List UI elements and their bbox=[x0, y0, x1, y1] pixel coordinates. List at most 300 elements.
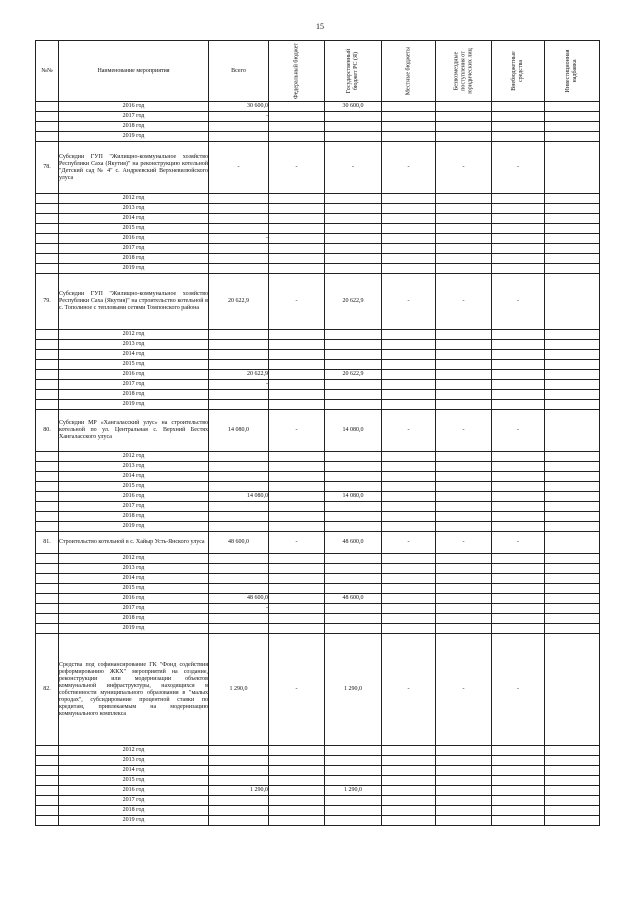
local-cell bbox=[382, 264, 436, 274]
state-cell bbox=[325, 512, 382, 522]
state-cell bbox=[325, 330, 382, 340]
row-num-cell bbox=[36, 390, 59, 400]
federal-cell bbox=[269, 360, 325, 370]
year-row bbox=[36, 574, 600, 584]
local-cell bbox=[382, 132, 436, 142]
state-cell bbox=[325, 234, 382, 244]
total-cell bbox=[209, 254, 269, 264]
year-row bbox=[36, 340, 600, 350]
table-body bbox=[36, 102, 600, 826]
activity-federal: - bbox=[269, 142, 325, 194]
free-cell bbox=[436, 234, 492, 244]
year-label: 2017 год bbox=[59, 380, 209, 390]
activity-row bbox=[36, 410, 600, 452]
row-num-cell bbox=[36, 194, 59, 204]
year-label: 2017 год bbox=[59, 244, 209, 254]
offbudget-cell bbox=[492, 194, 545, 204]
year-row bbox=[36, 234, 600, 244]
year-label: 2012 год bbox=[59, 330, 209, 340]
row-num-cell bbox=[36, 624, 59, 634]
state-cell bbox=[325, 482, 382, 492]
year-row bbox=[36, 390, 600, 400]
year-label: 2016 год bbox=[59, 370, 209, 380]
total-cell bbox=[209, 614, 269, 624]
local-cell bbox=[382, 806, 436, 816]
activity-state: 48 600,0 bbox=[325, 532, 382, 554]
invest-cell bbox=[545, 746, 600, 756]
offbudget-cell bbox=[492, 244, 545, 254]
local-cell bbox=[382, 574, 436, 584]
year-label: 2016 год bbox=[59, 492, 209, 502]
state-cell: 48 600,0 bbox=[325, 594, 382, 604]
state-cell bbox=[325, 766, 382, 776]
federal-cell bbox=[269, 786, 325, 796]
year-row bbox=[36, 204, 600, 214]
free-cell bbox=[436, 224, 492, 234]
row-num-cell bbox=[36, 340, 59, 350]
header-offbudget: Внебюджетные средства bbox=[492, 41, 545, 102]
activity-offbudget: - bbox=[492, 634, 545, 746]
year-row bbox=[36, 224, 600, 234]
invest-cell bbox=[545, 512, 600, 522]
free-cell bbox=[436, 360, 492, 370]
year-row bbox=[36, 594, 600, 604]
local-cell bbox=[382, 584, 436, 594]
local-cell bbox=[382, 462, 436, 472]
state-cell bbox=[325, 816, 382, 826]
row-num-cell bbox=[36, 776, 59, 786]
total-cell bbox=[209, 214, 269, 224]
row-num-cell bbox=[36, 796, 59, 806]
year-row bbox=[36, 254, 600, 264]
year-row bbox=[36, 194, 600, 204]
year-label: 2014 год bbox=[59, 350, 209, 360]
invest-cell bbox=[545, 204, 600, 214]
local-cell bbox=[382, 452, 436, 462]
activity-state: 14 080,0 bbox=[325, 410, 382, 452]
year-label: 2018 год bbox=[59, 614, 209, 624]
year-row bbox=[36, 472, 600, 482]
offbudget-cell bbox=[492, 370, 545, 380]
free-cell bbox=[436, 244, 492, 254]
invest-cell bbox=[545, 370, 600, 380]
federal-cell bbox=[269, 264, 325, 274]
invest-cell bbox=[545, 264, 600, 274]
year-row bbox=[36, 400, 600, 410]
local-cell bbox=[382, 330, 436, 340]
year-label: 2019 год bbox=[59, 522, 209, 532]
offbudget-cell bbox=[492, 604, 545, 614]
year-row bbox=[36, 564, 600, 574]
offbudget-cell bbox=[492, 502, 545, 512]
federal-cell bbox=[269, 624, 325, 634]
offbudget-cell bbox=[492, 624, 545, 634]
total-cell: 48 600,0 bbox=[209, 594, 269, 604]
offbudget-cell bbox=[492, 512, 545, 522]
total-cell bbox=[209, 472, 269, 482]
offbudget-cell bbox=[492, 350, 545, 360]
activity-number: 80. bbox=[36, 410, 59, 452]
offbudget-cell bbox=[492, 400, 545, 410]
invest-cell bbox=[545, 400, 600, 410]
header-local: Местные бюджеты bbox=[382, 41, 436, 102]
federal-cell bbox=[269, 472, 325, 482]
year-row bbox=[36, 350, 600, 360]
invest-cell bbox=[545, 102, 600, 112]
row-num-cell bbox=[36, 492, 59, 502]
total-cell bbox=[209, 512, 269, 522]
local-cell bbox=[382, 522, 436, 532]
header-num: №№ bbox=[36, 41, 59, 102]
total-cell bbox=[209, 224, 269, 234]
header-free: Безвозмездные поступления от юридических лиц bbox=[436, 41, 492, 102]
row-num-cell bbox=[36, 264, 59, 274]
year-label: 2012 год bbox=[59, 554, 209, 564]
row-num-cell bbox=[36, 502, 59, 512]
state-cell bbox=[325, 380, 382, 390]
year-label: 2014 год bbox=[59, 766, 209, 776]
local-cell bbox=[382, 360, 436, 370]
total-cell bbox=[209, 574, 269, 584]
row-num-cell bbox=[36, 330, 59, 340]
offbudget-cell bbox=[492, 584, 545, 594]
free-cell bbox=[436, 766, 492, 776]
row-num-cell bbox=[36, 380, 59, 390]
free-cell bbox=[436, 340, 492, 350]
offbudget-cell bbox=[492, 492, 545, 502]
federal-cell bbox=[269, 614, 325, 624]
federal-cell bbox=[269, 224, 325, 234]
free-cell bbox=[436, 492, 492, 502]
row-num-cell bbox=[36, 816, 59, 826]
activity-description: Субсидии ГУП "Жилищно-коммунальное хозяйство Республики Саха (Якутия)" на строительство котельной в с. Тополиное с тепловыми сетями Томпонского района bbox=[59, 274, 209, 330]
offbudget-cell bbox=[492, 224, 545, 234]
invest-cell bbox=[545, 224, 600, 234]
local-cell bbox=[382, 816, 436, 826]
local-cell bbox=[382, 512, 436, 522]
free-cell bbox=[436, 584, 492, 594]
year-label: 2013 год bbox=[59, 204, 209, 214]
row-num-cell bbox=[36, 452, 59, 462]
local-cell bbox=[382, 766, 436, 776]
offbudget-cell bbox=[492, 462, 545, 472]
free-cell bbox=[436, 112, 492, 122]
year-label: 2016 год bbox=[59, 594, 209, 604]
invest-cell bbox=[545, 604, 600, 614]
local-cell bbox=[382, 194, 436, 204]
offbudget-cell bbox=[492, 330, 545, 340]
federal-cell bbox=[269, 132, 325, 142]
row-num-cell bbox=[36, 786, 59, 796]
activity-free: - bbox=[436, 142, 492, 194]
year-row bbox=[36, 462, 600, 472]
total-cell bbox=[209, 482, 269, 492]
year-row bbox=[36, 806, 600, 816]
free-cell bbox=[436, 746, 492, 756]
activity-offbudget: - bbox=[492, 142, 545, 194]
total-cell bbox=[209, 746, 269, 756]
year-row bbox=[36, 122, 600, 132]
local-cell bbox=[382, 112, 436, 122]
year-label: 2017 год bbox=[59, 796, 209, 806]
free-cell bbox=[436, 776, 492, 786]
row-num-cell bbox=[36, 102, 59, 112]
local-cell bbox=[382, 244, 436, 254]
free-cell bbox=[436, 522, 492, 532]
federal-cell bbox=[269, 254, 325, 264]
free-cell bbox=[436, 564, 492, 574]
activity-offbudget: - bbox=[492, 274, 545, 330]
total-cell bbox=[209, 340, 269, 350]
header-state: Государственный бюджет РС (Я) bbox=[325, 41, 382, 102]
year-row bbox=[36, 330, 600, 340]
total-cell bbox=[209, 564, 269, 574]
offbudget-cell bbox=[492, 390, 545, 400]
invest-cell bbox=[545, 584, 600, 594]
free-cell bbox=[436, 462, 492, 472]
offbudget-cell bbox=[492, 380, 545, 390]
local-cell bbox=[382, 254, 436, 264]
state-cell bbox=[325, 340, 382, 350]
invest-cell bbox=[545, 574, 600, 584]
row-num-cell bbox=[36, 604, 59, 614]
row-num-cell bbox=[36, 462, 59, 472]
local-cell bbox=[382, 350, 436, 360]
invest-cell bbox=[545, 806, 600, 816]
activity-number: 82. bbox=[36, 634, 59, 746]
state-cell bbox=[325, 390, 382, 400]
total-cell: 20 622,9 bbox=[209, 370, 269, 380]
invest-cell bbox=[545, 452, 600, 462]
activity-row bbox=[36, 274, 600, 330]
total-cell bbox=[209, 360, 269, 370]
federal-cell bbox=[269, 102, 325, 112]
activity-local: - bbox=[382, 142, 436, 194]
federal-cell bbox=[269, 746, 325, 756]
local-cell bbox=[382, 340, 436, 350]
row-num-cell bbox=[36, 234, 59, 244]
total-cell: - bbox=[209, 112, 269, 122]
federal-cell bbox=[269, 214, 325, 224]
activity-free: - bbox=[436, 274, 492, 330]
total-cell bbox=[209, 452, 269, 462]
year-label: 2015 год bbox=[59, 482, 209, 492]
row-num-cell bbox=[36, 766, 59, 776]
free-cell bbox=[436, 482, 492, 492]
state-cell: 14 080,0 bbox=[325, 492, 382, 502]
federal-cell bbox=[269, 350, 325, 360]
invest-cell bbox=[545, 122, 600, 132]
offbudget-cell bbox=[492, 214, 545, 224]
year-row bbox=[36, 816, 600, 826]
federal-cell bbox=[269, 522, 325, 532]
row-num-cell bbox=[36, 746, 59, 756]
free-cell bbox=[436, 370, 492, 380]
year-row bbox=[36, 766, 600, 776]
total-cell: - bbox=[209, 234, 269, 244]
row-num-cell bbox=[36, 564, 59, 574]
federal-cell bbox=[269, 340, 325, 350]
federal-cell bbox=[269, 554, 325, 564]
free-cell bbox=[436, 122, 492, 132]
offbudget-cell bbox=[492, 746, 545, 756]
local-cell bbox=[382, 400, 436, 410]
invest-cell bbox=[545, 554, 600, 564]
state-cell bbox=[325, 400, 382, 410]
year-label: 2018 год bbox=[59, 390, 209, 400]
invest-cell bbox=[545, 350, 600, 360]
state-cell: 30 600,0 bbox=[325, 102, 382, 112]
invest-cell bbox=[545, 624, 600, 634]
state-cell bbox=[325, 452, 382, 462]
offbudget-cell bbox=[492, 204, 545, 214]
offbudget-cell bbox=[492, 574, 545, 584]
state-cell bbox=[325, 122, 382, 132]
year-row bbox=[36, 132, 600, 142]
federal-cell bbox=[269, 122, 325, 132]
federal-cell bbox=[269, 776, 325, 786]
activity-free: - bbox=[436, 410, 492, 452]
state-cell bbox=[325, 554, 382, 564]
state-cell: 20 622,9 bbox=[325, 370, 382, 380]
invest-cell bbox=[545, 112, 600, 122]
state-cell: 1 290,0 bbox=[325, 786, 382, 796]
row-num-cell bbox=[36, 522, 59, 532]
offbudget-cell bbox=[492, 264, 545, 274]
row-num-cell bbox=[36, 512, 59, 522]
total-cell: - bbox=[209, 380, 269, 390]
row-num-cell bbox=[36, 360, 59, 370]
year-label: 2013 год bbox=[59, 340, 209, 350]
free-cell bbox=[436, 214, 492, 224]
year-row bbox=[36, 492, 600, 502]
federal-cell bbox=[269, 806, 325, 816]
free-cell bbox=[436, 614, 492, 624]
offbudget-cell bbox=[492, 122, 545, 132]
year-label: 2014 год bbox=[59, 574, 209, 584]
offbudget-cell bbox=[492, 786, 545, 796]
year-row bbox=[36, 614, 600, 624]
local-cell bbox=[382, 502, 436, 512]
offbudget-cell bbox=[492, 564, 545, 574]
activity-local: - bbox=[382, 274, 436, 330]
invest-cell bbox=[545, 472, 600, 482]
state-cell bbox=[325, 254, 382, 264]
activity-description: Строительство котельной в с. Хайыр Усть-Янского улуса bbox=[59, 532, 209, 554]
offbudget-cell bbox=[492, 340, 545, 350]
page-number: 15 bbox=[316, 22, 324, 31]
year-row bbox=[36, 244, 600, 254]
row-num-cell bbox=[36, 350, 59, 360]
free-cell bbox=[436, 472, 492, 482]
free-cell bbox=[436, 350, 492, 360]
federal-cell bbox=[269, 564, 325, 574]
federal-cell bbox=[269, 502, 325, 512]
local-cell bbox=[382, 594, 436, 604]
activity-federal: - bbox=[269, 274, 325, 330]
invest-cell bbox=[545, 234, 600, 244]
total-cell bbox=[209, 244, 269, 254]
total-cell bbox=[209, 584, 269, 594]
header-name: Наименование мероприятия bbox=[59, 41, 209, 102]
activity-number: 79. bbox=[36, 274, 59, 330]
year-label: 2016 год bbox=[59, 102, 209, 112]
local-cell bbox=[382, 756, 436, 766]
row-num-cell bbox=[36, 224, 59, 234]
offbudget-cell bbox=[492, 132, 545, 142]
header-invest: Инвестиционная надбавка bbox=[545, 41, 600, 102]
local-cell bbox=[382, 624, 436, 634]
total-cell bbox=[209, 204, 269, 214]
year-row bbox=[36, 554, 600, 564]
total-cell bbox=[209, 756, 269, 766]
offbudget-cell bbox=[492, 102, 545, 112]
state-cell bbox=[325, 462, 382, 472]
local-cell bbox=[382, 492, 436, 502]
free-cell bbox=[436, 594, 492, 604]
offbudget-cell bbox=[492, 452, 545, 462]
activity-state: 1 290,0 bbox=[325, 634, 382, 746]
federal-cell bbox=[269, 194, 325, 204]
total-cell bbox=[209, 194, 269, 204]
invest-cell bbox=[545, 132, 600, 142]
invest-cell bbox=[545, 816, 600, 826]
free-cell bbox=[436, 102, 492, 112]
total-cell bbox=[209, 330, 269, 340]
federal-cell bbox=[269, 400, 325, 410]
year-label: 2012 год bbox=[59, 194, 209, 204]
activity-state: - bbox=[325, 142, 382, 194]
federal-cell bbox=[269, 584, 325, 594]
free-cell bbox=[436, 604, 492, 614]
row-num-cell bbox=[36, 482, 59, 492]
year-label: 2016 год bbox=[59, 234, 209, 244]
row-num-cell bbox=[36, 594, 59, 604]
invest-cell bbox=[545, 492, 600, 502]
activity-offbudget: - bbox=[492, 410, 545, 452]
year-row bbox=[36, 482, 600, 492]
total-cell: 14 080,0 bbox=[209, 492, 269, 502]
federal-cell bbox=[269, 756, 325, 766]
federal-cell bbox=[269, 492, 325, 502]
state-cell bbox=[325, 132, 382, 142]
activity-invest bbox=[545, 142, 600, 194]
year-row bbox=[36, 370, 600, 380]
invest-cell bbox=[545, 390, 600, 400]
invest-cell bbox=[545, 594, 600, 604]
total-cell bbox=[209, 390, 269, 400]
total-cell: 1 290,0 bbox=[209, 786, 269, 796]
invest-cell bbox=[545, 380, 600, 390]
activity-free: - bbox=[436, 634, 492, 746]
local-cell bbox=[382, 746, 436, 756]
federal-cell bbox=[269, 594, 325, 604]
invest-cell bbox=[545, 194, 600, 204]
activity-federal: - bbox=[269, 634, 325, 746]
free-cell bbox=[436, 204, 492, 214]
activity-description: Субсидии ГУП "Жилищно-коммунальное хозяйство Республики Саха (Якутия)" на реконструкцию котельной "Детский сад № 4" с. Андреевский Верхневилюйского улуса bbox=[59, 142, 209, 194]
year-row bbox=[36, 786, 600, 796]
state-cell bbox=[325, 746, 382, 756]
year-label: 2019 год bbox=[59, 264, 209, 274]
local-cell bbox=[382, 380, 436, 390]
year-label: 2015 год bbox=[59, 584, 209, 594]
row-num-cell bbox=[36, 574, 59, 584]
free-cell bbox=[436, 380, 492, 390]
invest-cell bbox=[545, 330, 600, 340]
row-num-cell bbox=[36, 756, 59, 766]
state-cell bbox=[325, 624, 382, 634]
